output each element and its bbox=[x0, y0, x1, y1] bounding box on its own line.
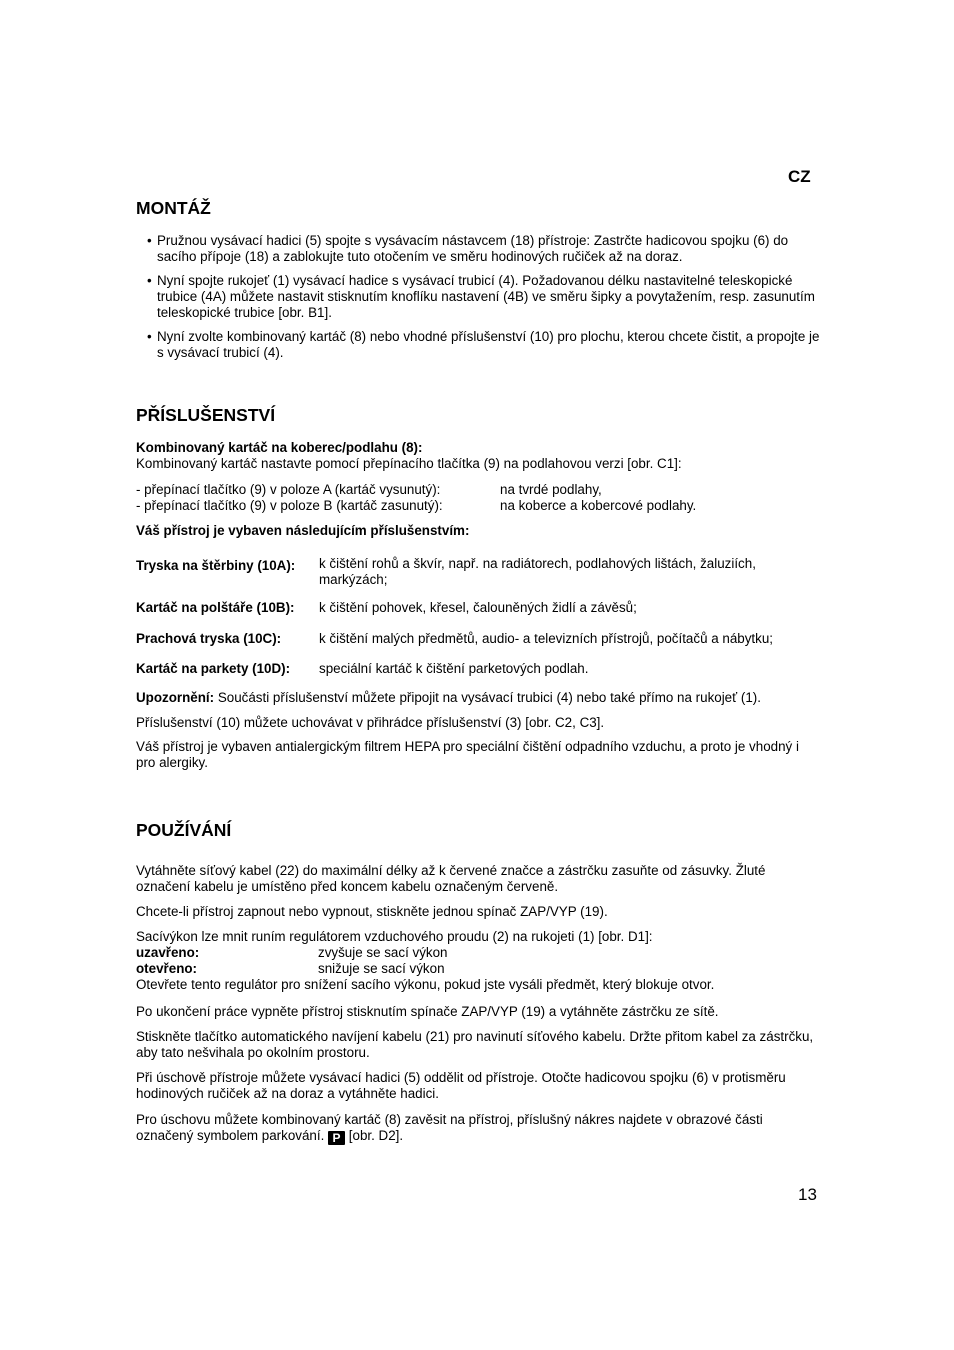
section-title-prislusenstvi: PŘÍSLUŠENSTVÍ bbox=[136, 405, 276, 425]
list-item: • Nyní zvolte kombinovaný kartáč (8) nebo vhodné příslušenství (10) pro plochu, kterou chcete čistit, a propojte je s vysávací trubicí (4). bbox=[136, 329, 821, 361]
level-row: otevřeno: snižuje se sací výkon bbox=[136, 961, 445, 976]
kartac-heading: Kombinovaný kartáč na koberec/podlahu (8): bbox=[136, 440, 423, 455]
positions-list bbox=[136, 482, 821, 514]
position-row: - přepínací tlačítko (9) v poloze A (kartáč vysunutý): na tvrdé podlahy, bbox=[136, 482, 602, 497]
usage-paragraph-5: Stiskněte tlačítko automatického navíjení kabelu (21) pro navinutí síťového kabelu. Držte přitom kabel za zástrčku, aby tato nešvihala po okolním prostoru. bbox=[136, 1029, 814, 1060]
usage-paragraph-4: Po ukončení práce vypněte přístroj stisknutím spínače ZAP/VYP (19) a vytáhněte zástrčku ze sítě. bbox=[136, 1004, 719, 1019]
language-code: CZ bbox=[788, 167, 811, 186]
list-item: • Pružnou vysávací hadici (5) spojte s vysávacím nástavcem (18) přístroje: Zastrčte hadicovou spojku (6) do sacího přípoje (18) a zablokujte tuto otočením ve směru hodinových ručiček až na doraz. bbox=[136, 233, 821, 265]
accessory-row: Kartáč na polštáře (10B): k čištění pohovek, křesel, čalouněných židlí a závěsů; bbox=[136, 600, 637, 615]
level-row: uzavřeno: zvyšuje se sací výkon bbox=[136, 945, 448, 960]
notice-paragraph: Upozornění: Součásti příslušenství můžete připojit na vysávací trubici (4) nebo také přímo na rukojeť (1). bbox=[136, 690, 761, 705]
section-title-pouzivani: POUŽÍVÁNÍ bbox=[136, 820, 232, 840]
position-row: - přepínací tlačítko (9) v poloze B (kartáč zasunutý): na koberce a kobercové podlahy. bbox=[136, 498, 697, 513]
usage-paragraph-3: Sacívýkon lze mnit runím regulátorem vzduchového proudu (2) na rukojeti (1) [obr. D1]: uzavřeno: zvyšuje se sací výkon otevřeno: snižuje se sací výkon Otevřete tento regulátor pro snížení sacího výkonu, pokud jste vysáli předmět, který blokuje otvor. bbox=[136, 929, 821, 993]
storage-paragraph: Příslušenství (10) můžete uchovávat v přihrádce příslušenství (3) [obr. C2, C3]. bbox=[136, 715, 605, 730]
parking-symbol-icon: P bbox=[328, 1131, 345, 1145]
equipped-heading: Váš přístroj je vybaven následujícím příslušenstvím: bbox=[136, 523, 470, 538]
section-title-montaz: MONTÁŽ bbox=[136, 198, 211, 218]
usage-paragraph-2: Chcete-li přístroj zapnout nebo vypnout, stiskněte jednou spínač ZAP/VYP (19). bbox=[136, 904, 608, 919]
hepa-paragraph: Váš přístroj je vybaven antialergickým filtrem HEPA pro speciální čištění odpadního vzduchu, a proto je vhodný i pro alergiky. bbox=[136, 739, 799, 770]
accessory-row: Tryska na štěrbiny (10A): k čištění rohů a škvír, např. na radiátorech, podlahových lištách, žaluziích, markýzách; bbox=[136, 556, 756, 587]
accessory-row: Prachová tryska (10C): k čištění malých předmětů, audio- a televizních přístrojů, počítačů a nábytku; bbox=[136, 631, 774, 646]
kartac-text: Kombinovaný kartáč nastavte pomocí přepínacího tlačítka (9) na podlahovou verzi [obr. C1]: bbox=[136, 456, 682, 471]
bullet-icon: • bbox=[147, 329, 152, 344]
montaz-list bbox=[136, 233, 821, 369]
usage-paragraph-7: Pro úschovu můžete kombinovaný kartáč (8) zavěsit na přístroj, příslušný nákres najdete v obrazové části označený symbolem parkování. P [obr. D2]. bbox=[136, 1112, 763, 1145]
bullet-icon: • bbox=[147, 273, 152, 288]
usage-paragraph-1: Vytáhněte síťový kabel (22) do maximální délky až k červené značce a zástrčku zasuňte od zásuvky. Žluté označení kabelu je umístěno před koncem kabelu označeným červeně. bbox=[136, 863, 766, 894]
page-number: 13 bbox=[798, 1185, 817, 1204]
kartac-block bbox=[136, 440, 821, 472]
accessory-row: Kartáč na parkety (10D): speciální kartáč k čištění parketových podlah. bbox=[136, 661, 589, 676]
usage-paragraph-6: Při úschově přístroje můžete vysávací hadici (5) oddělit od přístroje. Otočte hadicovou spojku (6) v protisměru hodinových ručiček až na doraz a vytáhněte hadici. bbox=[136, 1070, 786, 1101]
list-item: • Nyní spojte rukojeť (1) vysávací hadice s vysávací trubicí (4). Požadovanou délku nastavitelné teleskopické trubice (4A) můžete nastavit stisknutím knoflíku nastavení (4B) ve směru šipky a povytažením, resp. zasunutím teleskopické trubice [obr. B1]. bbox=[136, 273, 821, 321]
bullet-icon: • bbox=[147, 233, 152, 248]
